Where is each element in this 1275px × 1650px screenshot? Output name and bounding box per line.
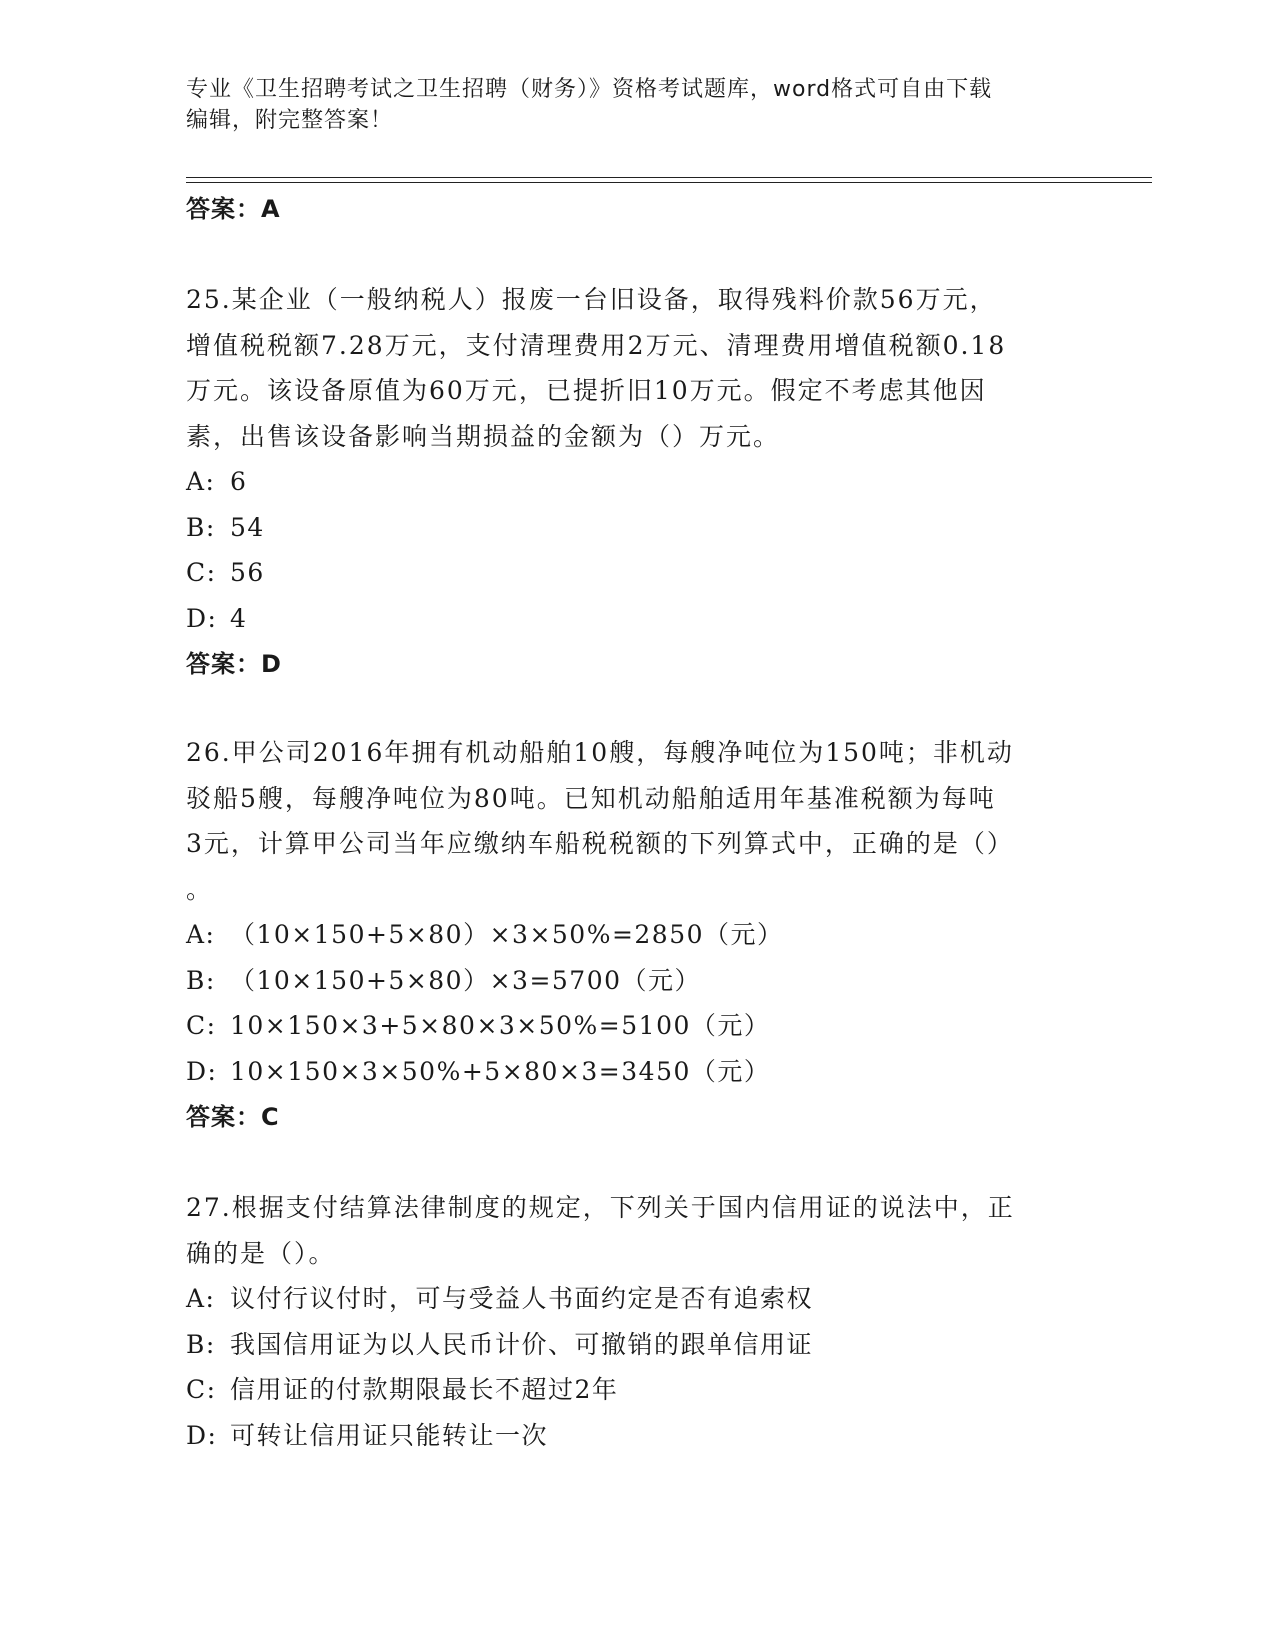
- option-text: 56: [230, 558, 265, 587]
- answer-26: 答案：C: [186, 1103, 280, 1131]
- header-divider-top: [186, 177, 1152, 178]
- option-a: [186, 912, 1086, 958]
- answer-25: 答案：D: [186, 650, 282, 678]
- option-text: 4: [230, 603, 248, 633]
- question-text: [186, 730, 1086, 912]
- option-text: （10×150+5×80）×3=5700（元）: [230, 965, 702, 995]
- option-a: [186, 459, 1086, 505]
- option-key: D:: [186, 1056, 218, 1086]
- option-list: [186, 459, 1086, 641]
- document-header: [186, 74, 1066, 136]
- header-divider-bottom: [186, 182, 1152, 183]
- header-line-1: 专业《卫生招聘考试之卫生招聘（财务）》资格考试题库，word格式可自由下载: [186, 77, 993, 102]
- option-b: [186, 505, 1086, 551]
- option-key: C:: [186, 1011, 217, 1040]
- question-line: 25.某企业（一般纳税人）报废一台旧设备，取得残料价款56万元，: [186, 285, 997, 314]
- header-line-2: 编辑，附完整答案！: [186, 108, 394, 133]
- option-d: [186, 1413, 1086, 1459]
- question-line: 万元。该设备原值为60万元，已提折旧10万元。假定不考虑其他因: [186, 376, 987, 405]
- option-text: 54: [230, 512, 265, 542]
- option-c: [186, 550, 1086, 596]
- option-key: B:: [186, 965, 216, 995]
- option-key: A:: [186, 467, 216, 496]
- option-b: [186, 958, 1086, 1004]
- option-text: 议付行议付时，可与受益人书面约定是否有追索权: [230, 1284, 814, 1313]
- option-key: D:: [186, 1420, 218, 1450]
- option-key: B:: [186, 1329, 216, 1359]
- question-line: 26.甲公司2016年拥有机动船舶10艘，每艘净吨位为150吨；非机动: [186, 738, 1014, 767]
- option-list: [186, 1276, 1086, 1458]
- question-line: 。: [186, 874, 214, 904]
- option-b: [186, 1322, 1086, 1368]
- option-c: [186, 1003, 1086, 1049]
- question-26: [186, 730, 1086, 1094]
- option-a: [186, 1276, 1086, 1322]
- option-key: D:: [186, 603, 218, 633]
- previous-answer: 答案：A: [186, 195, 281, 223]
- option-text: 10×150×3×50%+5×80×3=3450（元）: [230, 1056, 771, 1086]
- question-27: [186, 1185, 1086, 1458]
- option-text: 10×150×3+5×80×3×50%=5100（元）: [230, 1011, 771, 1040]
- option-text: 信用证的付款期限最长不超过2年: [230, 1375, 619, 1404]
- option-key: C:: [186, 558, 217, 587]
- question-line: 确的是（）。: [186, 1238, 336, 1268]
- option-list: [186, 912, 1086, 1094]
- option-d: [186, 1049, 1086, 1095]
- question-line: 增值税税额7.28万元，支付清理费用2万元、清理费用增值税额0.18: [186, 330, 1007, 360]
- question-line: 27.根据支付结算法律制度的规定，下列关于国内信用证的说法中，正: [186, 1193, 1015, 1222]
- question-line: 驳船5艘，每艘净吨位为80吨。已知机动船舶适用年基准税额为每吨: [186, 783, 996, 813]
- option-text: 6: [230, 467, 248, 496]
- question-line: 素，出售该设备影响当期损益的金额为（）万元。: [186, 421, 781, 451]
- option-key: B:: [186, 512, 216, 542]
- option-text: （10×150+5×80）×3×50%=2850（元）: [230, 920, 784, 949]
- option-c: [186, 1367, 1086, 1413]
- option-key: C:: [186, 1375, 217, 1404]
- option-text: 我国信用证为以人民币计价、可撤销的跟单信用证: [230, 1329, 814, 1359]
- option-key: A:: [186, 1284, 216, 1313]
- question-text: [186, 277, 1086, 459]
- question-text: [186, 1185, 1086, 1276]
- question-line: 3元，计算甲公司当年应缴纳车船税税额的下列算式中，正确的是（）: [186, 829, 1014, 858]
- option-text: 可转让信用证只能转让一次: [230, 1420, 549, 1450]
- option-d: [186, 596, 1086, 642]
- option-key: A:: [186, 920, 216, 949]
- question-25: [186, 277, 1086, 641]
